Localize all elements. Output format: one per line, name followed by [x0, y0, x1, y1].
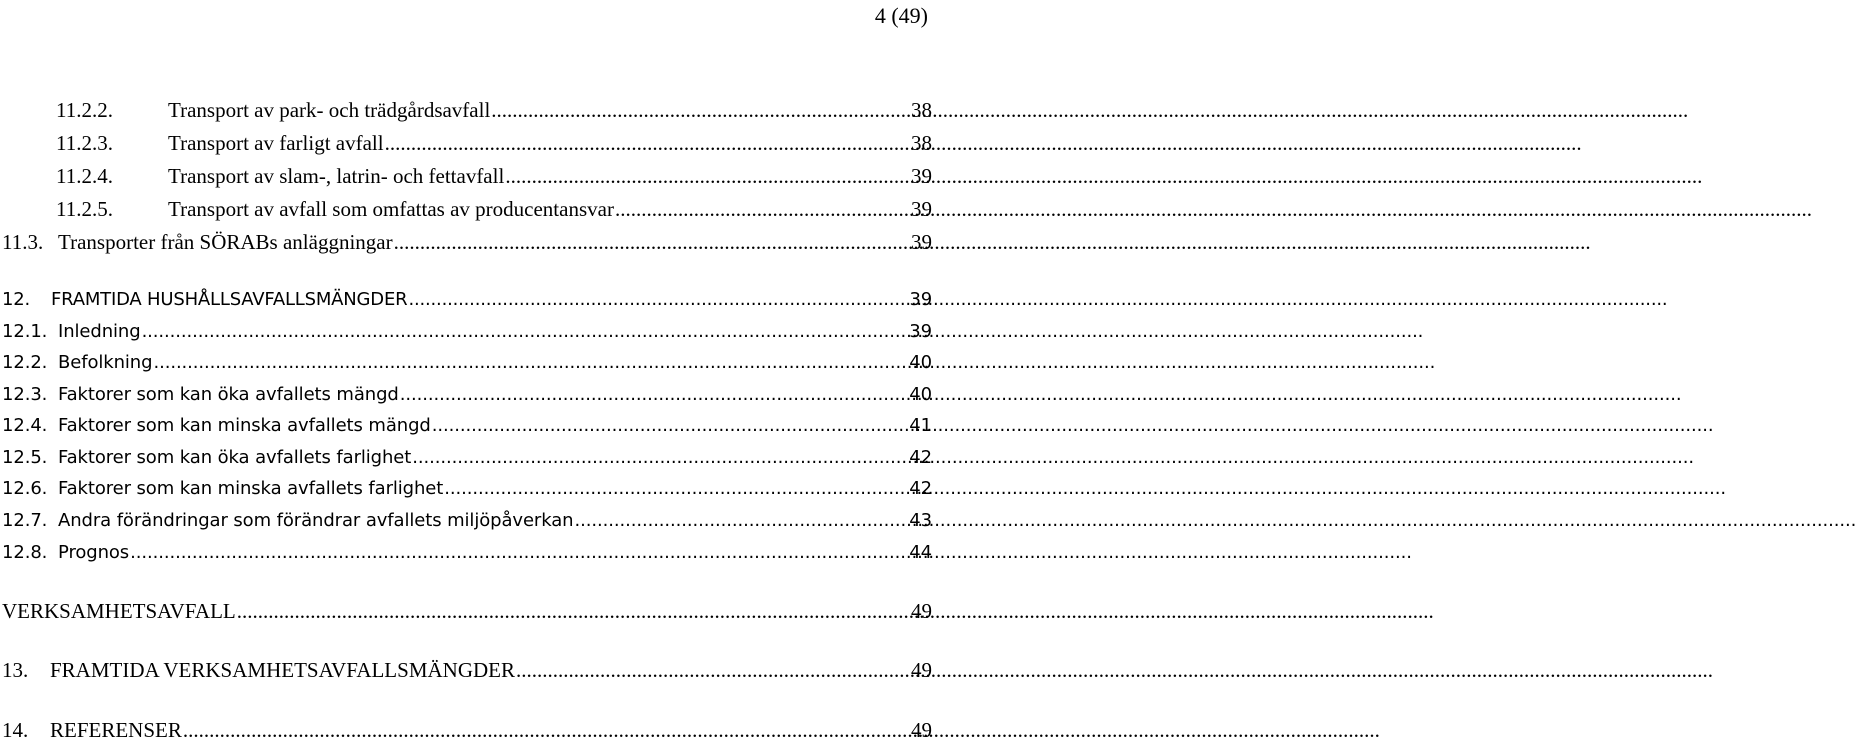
toc-entry[interactable] — [2, 318, 932, 346]
toc-entry-page: 39 — [909, 321, 932, 342]
toc-entry[interactable] — [2, 475, 932, 503]
toc-entry-number: 12.1. — [2, 321, 48, 342]
toc-entry-title: Inledning — [58, 321, 141, 342]
toc-entry-page: 39 — [911, 197, 932, 221]
dot-leader — [142, 318, 908, 346]
dot-leader — [516, 656, 909, 684]
toc-entry-number: 12.4. — [2, 415, 48, 436]
toc-entry-page: 49 — [911, 718, 932, 742]
toc-entry-title: VERKSAMHETSAVFALL — [2, 599, 236, 623]
toc-entry[interactable] — [56, 195, 932, 223]
toc-entry[interactable] — [2, 539, 932, 567]
toc-entry-number: 12.8. — [2, 542, 48, 563]
toc-entry-number: 12.6. — [2, 478, 48, 499]
toc-entry-title: FRAMTIDA HUSHÅLLSAVFALLSMÄNGDER — [51, 289, 408, 310]
toc-entry-page: 39 — [911, 230, 932, 254]
toc-entry[interactable] — [2, 286, 932, 314]
toc-entry-title: Faktorer som kan öka avfallets farlighet — [58, 447, 412, 468]
dot-leader — [505, 162, 909, 190]
toc-entry[interactable] — [2, 228, 932, 256]
toc-entry[interactable] — [56, 129, 932, 157]
toc-entry[interactable] — [2, 412, 932, 440]
dot-leader — [574, 507, 907, 535]
toc-entry-page: 41 — [909, 415, 932, 436]
toc-entry-page: 40 — [909, 352, 932, 373]
page-indicator: 4 (49) — [874, 3, 928, 28]
toc-entry-title: Transport av park- och trädgårdsavfall — [168, 98, 491, 122]
dot-leader — [491, 96, 909, 124]
toc-entry-title: Faktorer som kan öka avfallets mängd — [58, 384, 399, 405]
toc-entry-page: 39 — [911, 164, 932, 188]
dot-leader — [444, 475, 907, 503]
toc-entry-number: 13. — [2, 658, 29, 682]
toc-entry-number: 11.2.4. — [56, 164, 113, 188]
toc-entry[interactable] — [2, 716, 932, 744]
toc-entry-number: 11.3. — [2, 230, 44, 254]
toc-entry-page: 44 — [909, 542, 932, 563]
dot-leader — [237, 597, 909, 625]
toc-entry-number: 12.5. — [2, 447, 48, 468]
toc-entry-number: 11.2.5. — [56, 197, 113, 221]
dot-leader — [432, 412, 908, 440]
toc-entry-title: Transport av slam-, latrin- och fettavfall — [168, 164, 505, 188]
toc-entry-title: FRAMTIDA VERKSAMHETSAVFALLSMÄNGDER — [50, 658, 515, 682]
toc-entry-page: 42 — [909, 447, 932, 468]
toc-entry-title: Faktorer som kan minska avfallets mängd — [58, 415, 431, 436]
toc-entry[interactable] — [2, 597, 932, 625]
toc-entry[interactable] — [2, 444, 932, 472]
toc-entry-title: Transporter från SÖRABs anläggningar — [58, 230, 393, 254]
dot-leader — [394, 228, 909, 256]
toc-entry-number: 12.3. — [2, 384, 48, 405]
toc-entry-number: 14. — [2, 718, 29, 742]
toc-entry-number: 12.2. — [2, 352, 48, 373]
dot-leader — [385, 129, 909, 157]
dot-leader — [615, 195, 909, 223]
dot-leader — [153, 349, 907, 377]
toc-entry[interactable] — [56, 162, 932, 190]
toc-entry-page: 42 — [909, 478, 932, 499]
toc-entry-page: 49 — [911, 658, 932, 682]
toc-entry[interactable] — [2, 381, 932, 409]
toc-entry-number: 12. — [2, 289, 31, 310]
toc-entry[interactable] — [2, 656, 932, 684]
toc-entry-title: Andra förändringar som förändrar avfallets miljöpåverkan — [58, 510, 574, 531]
toc-entry-number: 11.2.3. — [56, 131, 113, 155]
dot-leader — [412, 444, 907, 472]
dot-leader — [183, 716, 909, 744]
dot-leader — [408, 286, 907, 314]
toc-entry-page: 49 — [911, 599, 932, 623]
toc-entry-title: REFERENSER — [50, 718, 182, 742]
toc-entry-page: 38 — [911, 131, 932, 155]
toc-entry-title: Befolkning — [58, 352, 153, 373]
dot-leader — [400, 381, 908, 409]
toc-entry-number: 11.2.2. — [56, 98, 113, 122]
toc-entry[interactable] — [56, 96, 932, 124]
toc-entry-page: 40 — [909, 384, 932, 405]
toc-entry-title: Prognos — [58, 542, 130, 563]
toc-entry[interactable] — [2, 349, 932, 377]
toc-entry-title: Faktorer som kan minska avfallets farlighet — [58, 478, 444, 499]
toc-entry-number: 12.7. — [2, 510, 48, 531]
toc-entry[interactable] — [2, 507, 932, 535]
toc-entry-page: 38 — [911, 98, 932, 122]
dot-leader — [130, 539, 907, 567]
toc-entry-page: 43 — [909, 510, 932, 531]
toc-entry-title: Transport av avfall som omfattas av producentansvar — [168, 197, 614, 221]
toc-entry-page: 39 — [909, 289, 932, 310]
toc-entry-title: Transport av farligt avfall — [168, 131, 384, 155]
